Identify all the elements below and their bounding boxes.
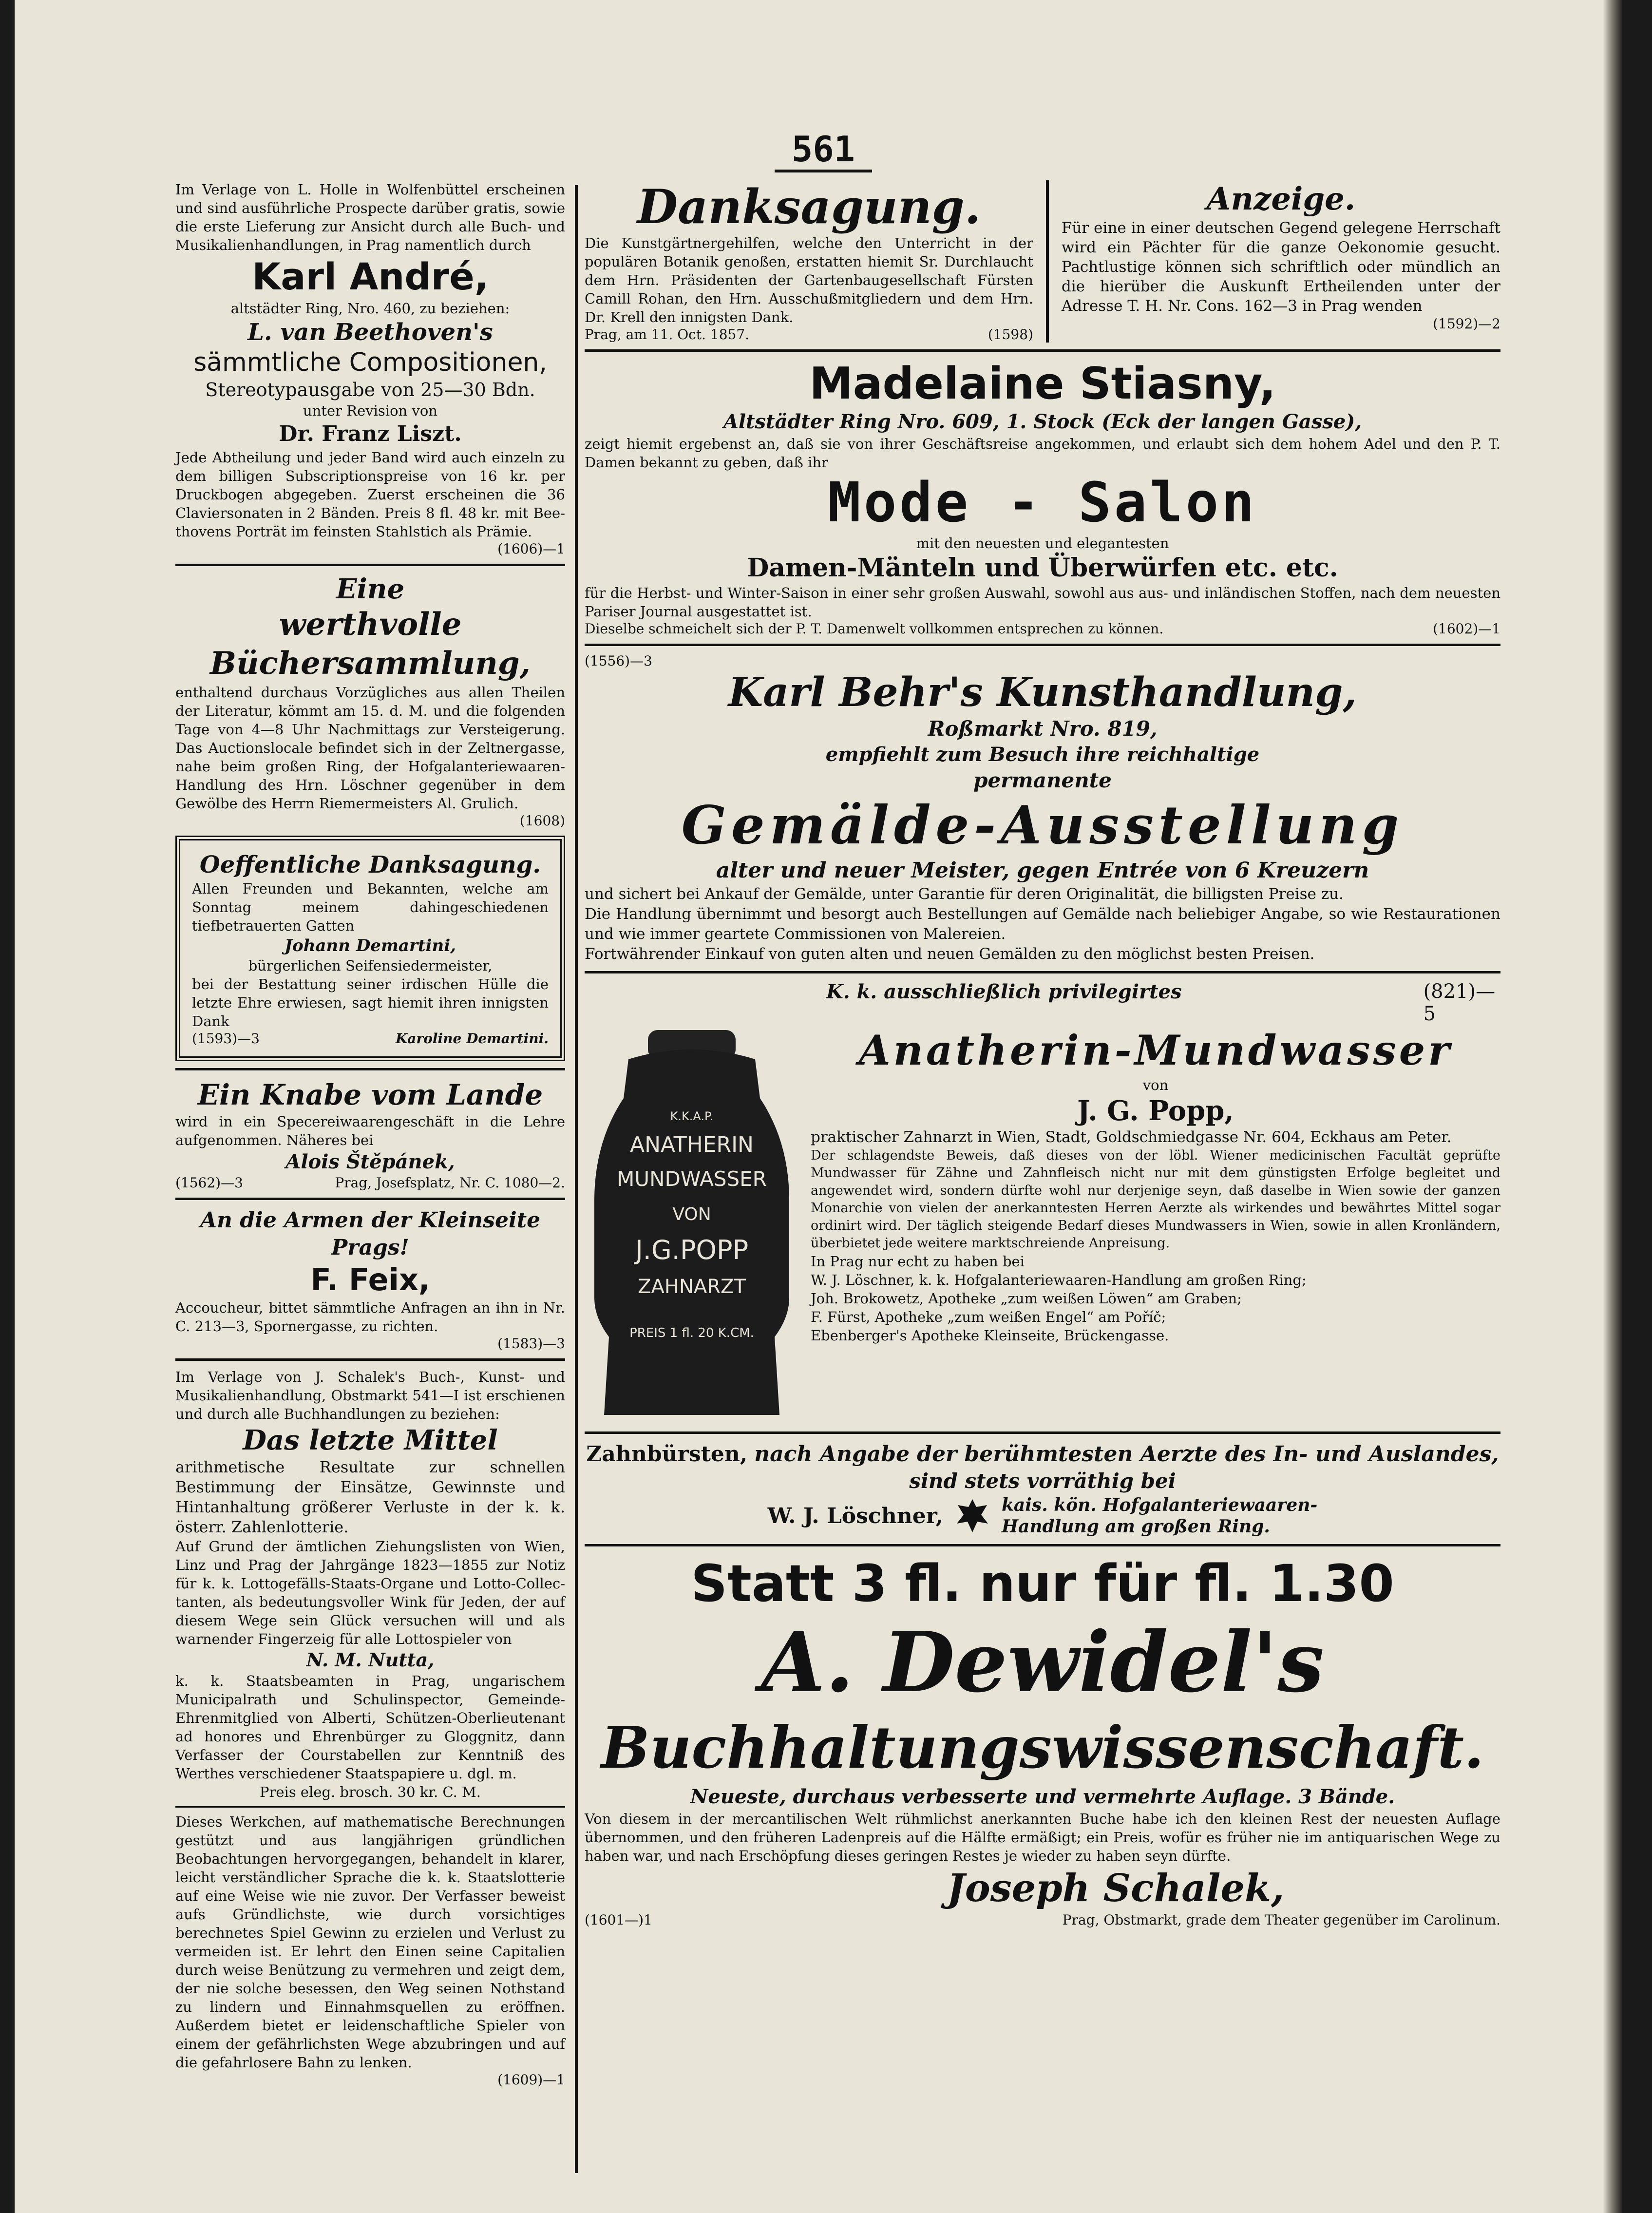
work-title: sämmtliche Compositionen, — [193, 348, 547, 377]
ad-text: Auf Grund der ämtlichen Ziehungslisten von Wien, Linz und Prag der Jahrgänge 1823—1855 zur Notiz für k. k. Lottogefälls-Staats-Organe und Lotto-Collectanten, als bedeutungsvoller Wink für Jeden, der auf diesem Wege sein Glück versuchen will und als warnender Fingerzeig für alle Lottospieler von — [175, 1538, 565, 1647]
dealer-name: Karl André, — [252, 255, 489, 298]
left-column — [175, 180, 565, 2088]
seller-name: W. J. Löschner, — [767, 1503, 943, 1528]
editor-name: Dr. Franz Liszt. — [279, 421, 462, 446]
mundwasser-text — [811, 1025, 1500, 1425]
ad-text: Die Kunstgärtnergehilfen, welche den Unterricht in der populären Botanik genoßen, erstatten hiemit Sr. Durchlaucht dem Hrn. Präsidenten der Gartenbaugesellschaft Fürsten Camill Rohan, den Hrn. Ausschußmitgliedern und dem Hrn. Dr. Krell den innigsten Dank. — [585, 235, 1033, 325]
ad-title: An die Armen der Kleinseite Prags! — [200, 1208, 541, 1260]
author-name: N. M. Nutta, — [306, 1649, 435, 1671]
ad-text: enthaltend durchaus Vorzügliches aus allen Theilen der Literatur, kömmt am 15. d. M. und die folgenden Tage von 4—8 Uhr Nachmittags zur Versteigerung. Das Auctionslocale befindet sich in der Zeltnergasse, nahe beim großen Ring, der Hofgalanteriewaaren-Handlung des Hrn. Löschner gegenüber in dem Gewölbe des Herrn Riemermeisters Al. Grulich. — [175, 684, 565, 812]
ad-title: Ein Knabe vom Lande — [197, 1078, 543, 1111]
bottle-crest: K.K.A.P. — [670, 1109, 714, 1123]
work-author: L. van Beethoven's — [247, 319, 493, 346]
page-number: 561 — [775, 132, 872, 172]
bottle-label: ANATHERIN — [630, 1132, 754, 1157]
shop-address: Altstädter Ring Nro. 609, 1. Stock (Eck der langen Gasse), — [723, 410, 1362, 433]
ad-anzeige — [1062, 180, 1500, 343]
shop-address: Roßmarkt Nro. 819, — [928, 717, 1158, 741]
divider — [585, 1544, 1500, 1546]
ad-title: werthvolle Büchersammlung, — [210, 606, 531, 682]
ad-text: Der schlagendste Beweis, daß dieses von der löbl. Wiener medicinischen Facultät geprüfte Mundwasser für Zähne und Zahnfleisch nicht nur mit dem günstigsten Erfolge begleitet und angewendet wird, sondern dürfte wohl nur derjenige seyn, daß daselbe in Wien sowie der ganzen Monarchie von vielen der anerkanntesten Herren Aerzte als wirkendes und bewährtes Mittel sogar ordinirt wird. Der täglich steigende Bedarf dieses Mundwassers in Wien, sowie in allen Kronländern, überbietet jede weitere marktschreiende Anpreisung. — [811, 1148, 1500, 1251]
ad-reference: (1593)—3 — [192, 1030, 260, 1047]
goods-title: Damen-Mänteln und Überwürfen etc. etc. — [747, 553, 1338, 583]
ad-text: nach Angabe der berühmtesten Aerzte des In- und Auslandes, — [754, 1442, 1499, 1467]
book-subtitle: arithmetische Resultate zur schnellen Bestimmung der Einsätze, Gewinnste und Hintanhaltung größerer Verluste in der k. k. österr. Zahlenlotterie. — [175, 1458, 565, 1536]
seller: F. Fürst, Apotheke „zum weißen Engel“ am Poříč; — [811, 1309, 1166, 1325]
product-title: Anatherin-Mundwasser — [858, 1026, 1453, 1074]
book-author: A. Dewidel's — [760, 1614, 1325, 1711]
ad-reference: (1609)—1 — [497, 2072, 565, 2088]
newspaper-page — [15, 0, 1622, 2213]
ad-text: Die Handlung übernimmt und besorgt auch Bestellungen auf Gemälde nach beliebiger Angabe, so wie Restaurationen und wie immer geartete Commissionen von Malereien. — [585, 905, 1500, 943]
ad-reference: (1562)—3 — [175, 1175, 243, 1191]
eagle-crest-icon — [953, 1496, 992, 1535]
ad-buechersammlung — [175, 573, 565, 829]
ad-beethoven — [175, 180, 565, 557]
ad-dewidel — [585, 1553, 1500, 1928]
ad-text: Dieses Werkchen, auf mathematische Berechnungen gestützt und aus langjährigen gründlichen Beobachtungen hervorgegangen, behandelt in klarer, leicht verständlicher Sprache die k. k. Staatslotterie auf eine Weise wie nie zuvor. Der Verfasser beweist aufs Gründlichste, wie durch vorsichtiges berechnetes Spiel Gewinn zu erzielen und Verlust zu vermeiden ist. Er lehrt den Einen seine Capitalien durch weise Benützung zu vermehren und zeigt dem, der nie solche besessen, den Weg seinen Nothstand zu lindern und Einnahmsquellen zu eröffnen. Außerdem bietet er leidenschaftliche Spieler von einem der gefährlichsten Wege abzubringen und auf die gefahrlosere Bahn zu lenken. — [175, 1813, 565, 2071]
maker-name: J. G. Popp, — [1077, 1095, 1234, 1127]
ad-date: Prag, am 11. Oct. 1857. — [585, 326, 750, 343]
ad-text: Fortwährender Einkauf von guten alten und neuen Gemälden zu den möglichst besten Preisen. — [585, 945, 1315, 963]
ad-text: Im Verlage von L. Holle in Wolfenbüttel erscheinen und sind ausführliche Prospecte darüber gratis, sowie die erste Lieferung zur Ansicht durch alle Buch- und Musikalienhandlungen, in Prag namentlich durch — [175, 181, 565, 253]
divider — [175, 1358, 565, 1361]
ad-title: Anzeige. — [1206, 181, 1356, 217]
divider — [585, 1431, 1500, 1434]
shop-name: Karl Behr's Kunsthandlung, — [728, 669, 1357, 716]
ad-text: Dieselbe schmeichelt sich der P. T. Damenwelt vollkommen entsprechen zu können. — [585, 621, 1164, 637]
ad-text: für die Herbst- und Winter-Saison in einer sehr großen Auswahl, sowohl aus aus- und inländischen Stoffen, nach dem neuesten Pariser Journal ausgestattet ist. — [585, 585, 1500, 620]
ad-text: Allen Freunden und Bekannten, welche am Sonntag meinem dahingeschiedenen tiefbetrauerten Gatten — [192, 880, 549, 934]
shop-name: Madelaine Stiasny, — [809, 358, 1276, 409]
revision-label: unter Revision von — [303, 402, 437, 419]
ad-zahnbuersten — [585, 1441, 1500, 1537]
ad-stiasny — [585, 359, 1500, 637]
ad-title: Oeffentliche Danksagung. — [199, 851, 541, 878]
ad-text: bei der Bestattung seiner irdischen Hülle die letzte Ehre erwiesen, sagt hiemit ihren innigsten Dank — [192, 976, 549, 1030]
ad-reference: (1602)—1 — [1433, 621, 1500, 637]
ad-text: wird in ein Specereiwaarengeschäft in die Lehre aufgenommen. Näheres bei — [175, 1113, 565, 1148]
book-price: Preis eleg. brosch. 30 kr. C. M. — [260, 1784, 481, 1800]
maker-address: praktischer Zahnarzt in Wien, Stadt, Goldschmiedgasse Nr. 604, Eckhaus am Peter. — [811, 1128, 1452, 1146]
bottle-illustration — [585, 1025, 799, 1425]
ad-text: Für eine in einer deutschen Gegend gelegene Herrschaft wird ein Pächter für die ganze Oekonomie gesucht. Pachtlustige können sich schriftlich oder mündlich an die hierüber die Auskunft Ertheilenden unter der Adresse T. H. Nr. Cons. 162—3 in Prag wenden — [1061, 219, 1500, 315]
ad-letzte-mittel — [175, 1368, 565, 2088]
ad-demartini — [175, 836, 565, 1061]
divider — [585, 644, 1500, 646]
divider — [175, 564, 565, 566]
bottle-label: ZAHNARZT — [638, 1276, 746, 1298]
ad-text: sind stets vorräthig bei — [909, 1469, 1176, 1493]
ad-text: und sichert bei Ankauf der Gemälde, unter Garantie für deren Originalität, die billigsten Preise zu. — [585, 885, 1344, 903]
seller: W. J. Löschner, k. k. Hofgalanteriewaaren-Handlung am großen Ring; — [811, 1272, 1307, 1288]
product-title: Zahnbürsten, — [586, 1442, 748, 1467]
seller-desc: Handlung am großen Ring. — [1001, 1516, 1270, 1537]
ad-title: Danksagung. — [637, 179, 981, 234]
ad-text: von — [1142, 1077, 1169, 1093]
contact-address: Prag, Josefsplatz, Nr. C. 1080—2. — [335, 1175, 565, 1191]
bottle-label: J.G.POPP — [635, 1235, 749, 1265]
dealer-address: altstädter Ring, Nro. 460, zu beziehen: — [230, 300, 510, 317]
seller-desc: kais. kön. Hofgalanteriewaaren- — [1001, 1495, 1318, 1515]
ad-reference: (821)—5 — [1423, 980, 1496, 1025]
ad-text: permanente — [973, 768, 1112, 792]
exhibition-title: Gemälde-Ausstellung — [681, 795, 1404, 856]
salon-title: Mode - Salon — [828, 471, 1257, 534]
ad-text: Accoucheur, bittet sämmtliche Anfragen an ihn in Nr. C. 213—3, Spornergasse, zu richten. — [175, 1299, 565, 1335]
ad-text: bürgerlichen Seifensiedermeister, — [248, 957, 493, 974]
bottle-label: VON — [672, 1204, 711, 1224]
contact-name: F. Feix, — [310, 1262, 430, 1297]
deceased-name: Johann Demartini, — [285, 936, 456, 955]
ad-behr — [585, 653, 1500, 964]
ad-feix — [175, 1207, 565, 1352]
column-rule — [1046, 180, 1049, 343]
divider — [585, 349, 1500, 352]
ad-text: Im Verlage von J. Schalek's Buch-, Kunst- und Musikalienhandlung, Obstmarkt 541—I ist erschienen und durch alle Buchhandlungen zu beziehen: — [175, 1369, 565, 1422]
bottle-label: MUNDWASSER — [617, 1167, 767, 1191]
top-row — [585, 180, 1500, 343]
ad-knabe — [175, 1077, 565, 1191]
seller: Joh. Brokowetz, Apotheke „zum weißen Löwen“ am Graben; — [811, 1290, 1242, 1307]
ad-reference: (1606)—1 — [497, 541, 565, 557]
exhibition-subtitle: alter und neuer Meister, gegen Entrée von 6 Kreuzern — [716, 858, 1369, 883]
ad-title: Eine — [336, 573, 405, 605]
column-rule — [575, 185, 578, 2173]
ad-danksagung — [585, 180, 1033, 343]
book-title: Das letzte Mittel — [243, 1424, 498, 1456]
divider — [585, 971, 1500, 973]
book-title: Buchhaltungswissenschaft. — [601, 1714, 1484, 1781]
bottle-price: PREIS 1 fl. 20 K.CM. — [629, 1326, 754, 1340]
ad-reference: (1598) — [987, 326, 1033, 343]
ad-reference: (1556)—3 — [585, 653, 652, 669]
privilege-line: K. k. ausschließlich privilegirtes — [826, 980, 1182, 1003]
ad-text: empfiehlt zum Besuch ihre reichhaltige — [825, 743, 1260, 766]
divider — [175, 1068, 565, 1070]
seller: Ebenberger's Apotheke Kleinseite, Brückengasse. — [811, 1327, 1169, 1344]
divider — [175, 1806, 565, 1808]
divider — [175, 1198, 565, 1200]
ad-text: Von diesem in der mercantilischen Welt rühmlichst anerkannten Buche habe ich den kleinen Rest der neuesten Auflage übernommen, und den früheren Ladenpreis auf die Hälfte ermäßigt; ein Preis, wofür es früher nie im antiquarischen Wege zu haben war, und nach Erschöpfung dieses geringen Restes je wieder zu haben seyn dürfte. — [585, 1811, 1500, 1864]
ad-reference: (1608) — [519, 813, 565, 829]
ad-reference: (1601—)1 — [585, 1912, 652, 1928]
book-spine — [1603, 0, 1622, 2213]
ad-mundwasser — [585, 980, 1500, 1425]
ad-text: zeigt hiemit ergebenst an, daß sie von ihrer Geschäftsreise angekommen, und erlaubt sich dem hohem Adel und den P. T. Damen bekannt zu geben, daß ihr — [585, 436, 1500, 471]
ad-text: k. k. Staatsbeamten in Prag, ungarischem Municipalrath und Schulinspector, Gemeinde-Ehrenmitglied von Alberti, Schützen-Oberlieutenant ad honores und Ehrenbürger zu Gloggnitz, dann Verfasser der Courstabellen zur Kenntniß des Werthes verschiedener Staatspapiere u. dgl. m. — [175, 1673, 565, 1782]
seller-name: Joseph Schalek, — [947, 1866, 1285, 1910]
ad-text: In Prag nur echt zu haben bei — [811, 1253, 1025, 1270]
ad-reference: (1583)—3 — [497, 1335, 565, 1352]
price-headline: Statt 3 fl. nur für fl. 1.30 — [691, 1554, 1394, 1613]
contact-name: Alois Štěpánek, — [285, 1150, 455, 1173]
seller-address: Prag, Obstmarkt, grade dem Theater gegenüber im Carolinum. — [1062, 1912, 1500, 1928]
book-subtitle: Neueste, durchaus verbesserte und vermehrte Auflage. 3 Bände. — [690, 1785, 1395, 1808]
signer-name: Karoline Demartini. — [395, 1030, 549, 1047]
ad-text: Jede Abtheilung und jeder Band wird auch einzeln zu dem billigen Subscriptionspreise von 16 kr. per Druckbogen abgegeben. Zuerst erscheinen die 36 Claviersonaten in 2 Bänden. Preis 8 fl. 48 kr. mit Beethovens Porträt im feinsten Stahlstich als Prämie. — [175, 449, 565, 540]
ad-reference: (1592)—2 — [1433, 316, 1500, 332]
edition: Stereotypausgabe von 25—30 Bdn. — [205, 379, 535, 401]
ad-text: mit den neuesten und elegantesten — [916, 535, 1169, 552]
right-column — [585, 180, 1500, 1928]
